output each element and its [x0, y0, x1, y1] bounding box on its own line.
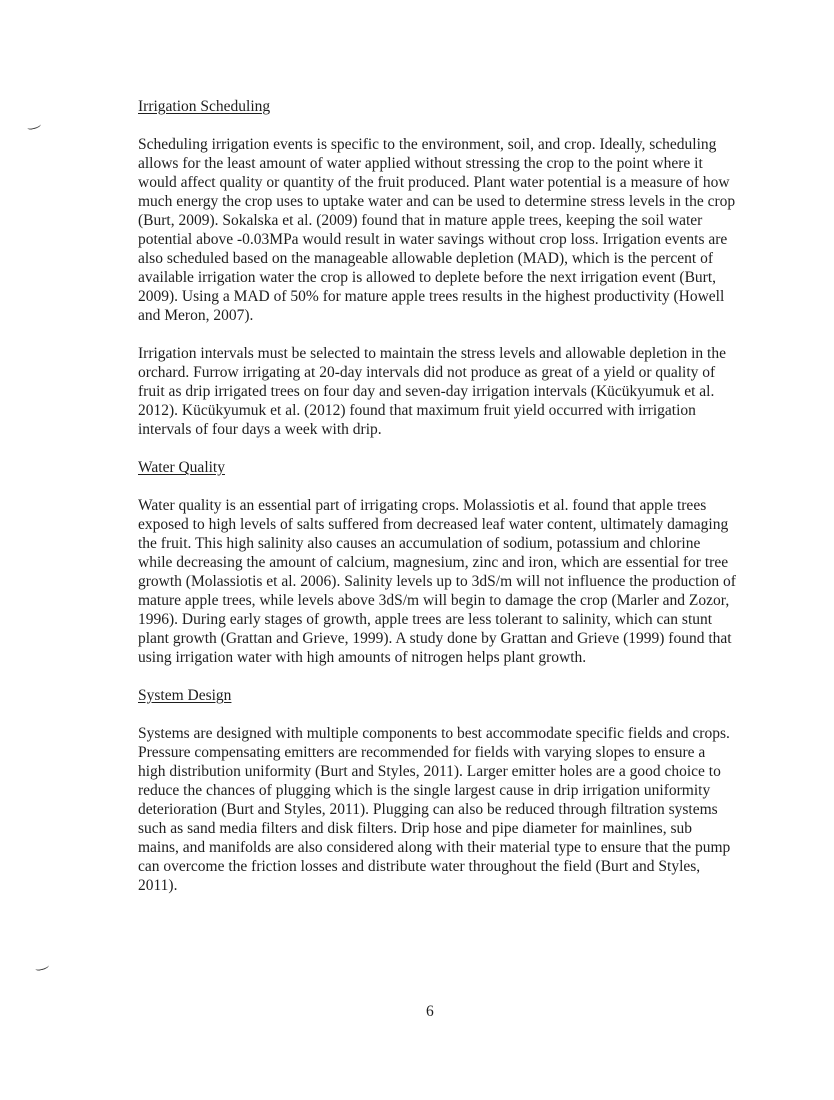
paragraph: Systems are designed with multiple components to best accommodate specific fields and crops. Pressure compensating emitters are recommended for fields with varying slopes to ensure a high distribution uniformity (Burt and Styles, 2011). Larger emitter holes are a good choice to reduce the chances of plugging which is the single largest cause in drip irrigation uniformity deterioration (Burt and Styles, 2011). Plugging can also be reduced through filtration systems such as sand media filters and disk filters. Drip hose and pipe diameter for mainlines, sub mains, and manifolds are also considered along with their material type to ensure that the pump can overcome the friction losses and distribute water throughout the field (Burt and Styles, 2011). [138, 725, 731, 894]
section-irrigation-scheduling [138, 97, 736, 439]
page-number: 6 [426, 1003, 434, 1020]
paragraph: Irrigation intervals must be selected to maintain the stress levels and allowable depletion in the orchard. Furrow irrigating at 20-day intervals did not produce as great of a yield or quality of fruit as drip irrigated trees on four day and seven-day irrigation intervals (Kücükyumuk et al. 2012). Kücükyumuk et al. (2012) found that maximum fruit yield occurred with irrigation intervals of four days a week with drip. [138, 345, 726, 438]
section-heading: Water Quality [138, 459, 225, 476]
section-heading: System Design [138, 687, 232, 704]
paragraph: Water quality is an essential part of irrigating crops. Molassiotis et al. found that apple trees exposed to high levels of salts suffered from decreased leaf water content, ultimately damaging the fruit. This high salinity also causes an accumulation of sodium, potassium and chlorine while decreasing the amount of calcium, magnesium, zinc and iron, which are essential for tree growth (Molassiotis et al. 2006). Salinity levels up to 3dS/m will not influence the production of mature apple trees, while levels above 3dS/m will begin to damage the crop (Marler and Zozor, 1996). During early stages of growth, apple trees are less tolerant to salinity, which can stunt plant growth (Grattan and Grieve, 1999). A study done by Grattan and Grieve (1999) found that using irrigation water with high amounts of nitrogen helps plant growth. [138, 497, 736, 666]
scan-pen-mark [35, 963, 50, 972]
paragraph: Scheduling irrigation events is specific to the environment, soil, and crop. Ideally, scheduling allows for the least amount of water applied without stressing the crop to the point where it would affect quality or quantity of the fruit produced. Plant water potential is a measure of how much energy the crop uses to uptake water and can be used to determine stress levels in the crop (Burt, 2009). Sokalska et al. (2009) found that in mature apple trees, keeping the soil water potential above -0.03MPa would result in water savings without crop loss. Irrigation events are also scheduled based on the manageable allowable depletion (MAD), which is the percent of available irrigation water the crop is allowed to deplete before the next irrigation event (Burt, 2009). Using a MAD of 50% for mature apple trees results in the highest productivity (Howell and Meron, 2007). [138, 136, 736, 324]
scan-pen-mark [27, 122, 42, 131]
page-content [138, 97, 736, 914]
section-heading: Irrigation Scheduling [138, 98, 271, 115]
section-water-quality [138, 458, 736, 667]
section-system-design [138, 686, 736, 895]
